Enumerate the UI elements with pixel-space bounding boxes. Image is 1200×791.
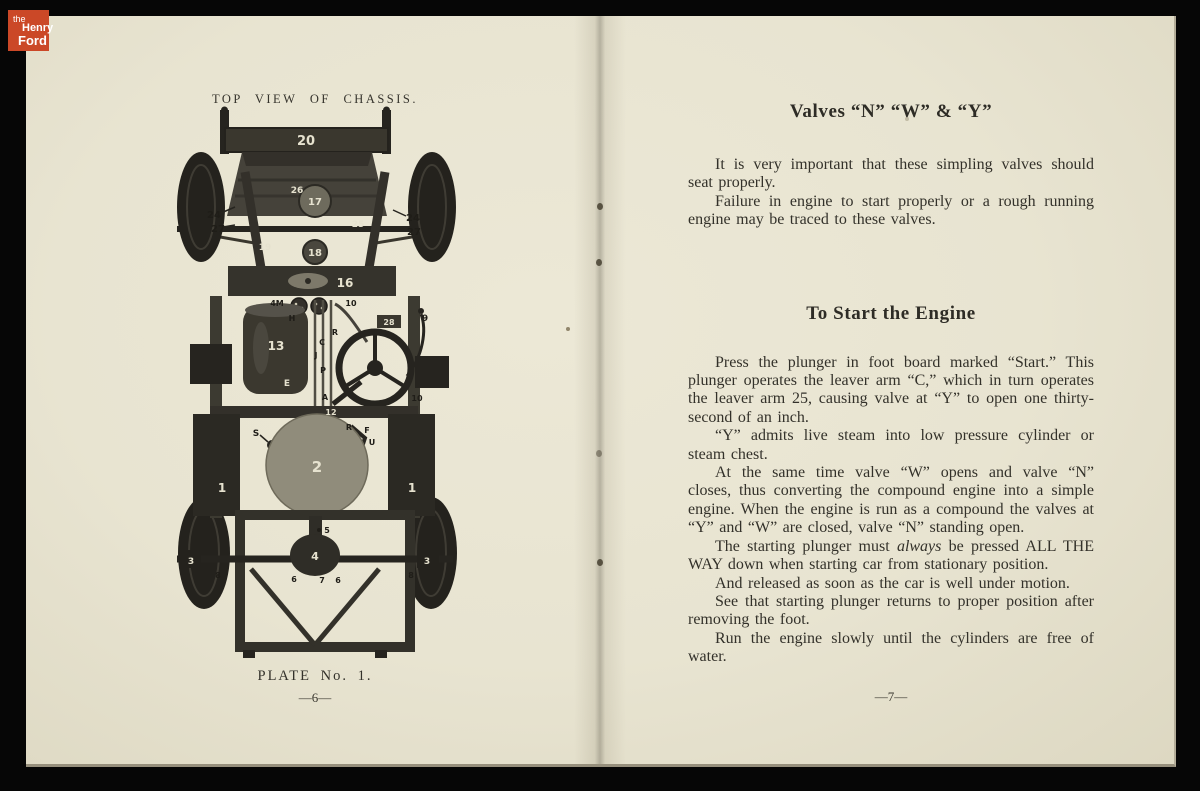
diagram-label-17: 17 [308, 197, 322, 208]
diagram-label-6: 6 [335, 576, 341, 585]
paragraph: And released as soon as the car is well under motion. [715, 574, 1070, 592]
diagram-label-3: 3 [423, 557, 431, 567]
diagram-label-10: 10 [411, 394, 423, 403]
diagram-label-27: 27 [407, 227, 421, 238]
paragraph: Run the engine slowly until the cylinders are free of water. [688, 629, 1094, 666]
side-slab-left [193, 414, 240, 516]
section-heading-start: To Start the Engine [806, 302, 976, 324]
logo-text-the: the [13, 14, 26, 24]
diagram-label-H: H [288, 314, 296, 323]
logo-text-henry: Henry [22, 22, 54, 34]
diagram-label-19: 19 [258, 243, 272, 253]
paragraph: At the same time valve “W” opens and valve “N” closes, thus converting the compound engine into a simple engine. When the engine is run as a compound the valves at “Y” and “W” are closed, valve “N” standing open. [688, 464, 1094, 537]
right-page-text [688, 100, 1094, 667]
stitch-hole [597, 203, 603, 210]
diagram-label-24: 24 [406, 213, 420, 224]
diagram-label-4M: 4M [270, 299, 284, 308]
steering-wheel [333, 332, 411, 404]
diagram-label-U: U [368, 438, 376, 447]
diagram-label-S: S [252, 429, 260, 439]
diagram-label-4: 4 [311, 550, 319, 563]
plate-caption: PLATE No. 1. [257, 668, 373, 684]
diagram-label-A: A [321, 393, 329, 402]
paragraph: “Y” admits live steam into low pressure cylinder or steam chest. [688, 427, 1094, 463]
diagram-label-J: J [314, 351, 318, 360]
step-plate-right [415, 356, 449, 388]
valves-paragraphs [688, 156, 1094, 230]
diagram-label-2: 2 [311, 458, 323, 476]
paragraph: Press the plunger in foot board marked “Start.” This plunger operates the leaver arm “C,” which in turn operates the leaver arm 25, causing valve at “Y” to open one thirty-second of an inch. [688, 353, 1094, 426]
bar-16 [228, 266, 396, 296]
diagram-label-28: 28 [383, 318, 395, 327]
diagram-label-5: 5 [324, 526, 330, 535]
diagram-label-8: 8 [408, 571, 414, 580]
diagram-label-C: C [319, 338, 325, 347]
paper-speck [566, 327, 570, 331]
diagram-label-20: 20 [296, 134, 316, 149]
diagram-label-R: R [331, 328, 339, 337]
body-trapezoid [227, 152, 387, 286]
diagram-label-24: 24 [207, 210, 221, 221]
center-fold [574, 16, 626, 764]
diagram-label-12: 12 [325, 408, 337, 417]
right-page-number: —7— [874, 689, 908, 704]
diagram-label-8: 8 [215, 571, 221, 580]
diagram-label-13: 13 [267, 339, 285, 353]
section-heading-valves: Valves “N” “W” & “Y” [789, 101, 993, 122]
left-page-number: —6— [298, 690, 332, 705]
step-plate-left [190, 344, 232, 384]
paragraph: The starting plunger must always be pressed ALL THE WAY down when starting car from stationary position. [688, 537, 1094, 574]
diagram-label-16: 16 [336, 276, 354, 290]
diagram-label-26: 26 [290, 186, 304, 196]
diagram-label-P: P [320, 366, 326, 375]
diagram-label-R: R [345, 423, 353, 432]
diagram-title: TOP VIEW OF CHASSIS. [212, 92, 418, 106]
stitch-hole [597, 559, 603, 566]
side-slab-right [388, 414, 435, 516]
paragraph: It is very important that these simpling valves should seat properly. [688, 156, 1094, 192]
diagram-label-10: 10 [345, 299, 357, 308]
diagram-label-9: 9 [421, 314, 429, 324]
diagram-label-F: F [364, 426, 370, 435]
diagram-label-7: 7 [319, 576, 325, 585]
stitch-hole [596, 259, 602, 266]
paragraph: See that starting plunger returns to proper position after removing the foot. [688, 592, 1094, 629]
diagram-label-1: 1 [407, 481, 417, 495]
diagram-label-25: 25 [351, 220, 365, 230]
diagram-label-E: E [283, 379, 291, 389]
henry-ford-logo [8, 10, 54, 51]
valve-leader [260, 435, 268, 442]
stitch-hole [596, 450, 602, 457]
diagram-label-6: 6 [291, 575, 297, 584]
start-engine-paragraphs [688, 354, 1094, 667]
diagram-label-18: 18 [308, 248, 322, 259]
diagram-label-3: 3 [187, 557, 195, 567]
diagram-label-1: 1 [217, 481, 227, 495]
chassis-diagram [165, 104, 465, 667]
logo-text-ford: Ford [18, 33, 47, 48]
paragraph: Failure in engine to start properly or a rough running engine may be traced to these valves. [688, 192, 1094, 229]
diagram-label-27: 27 [211, 224, 225, 235]
